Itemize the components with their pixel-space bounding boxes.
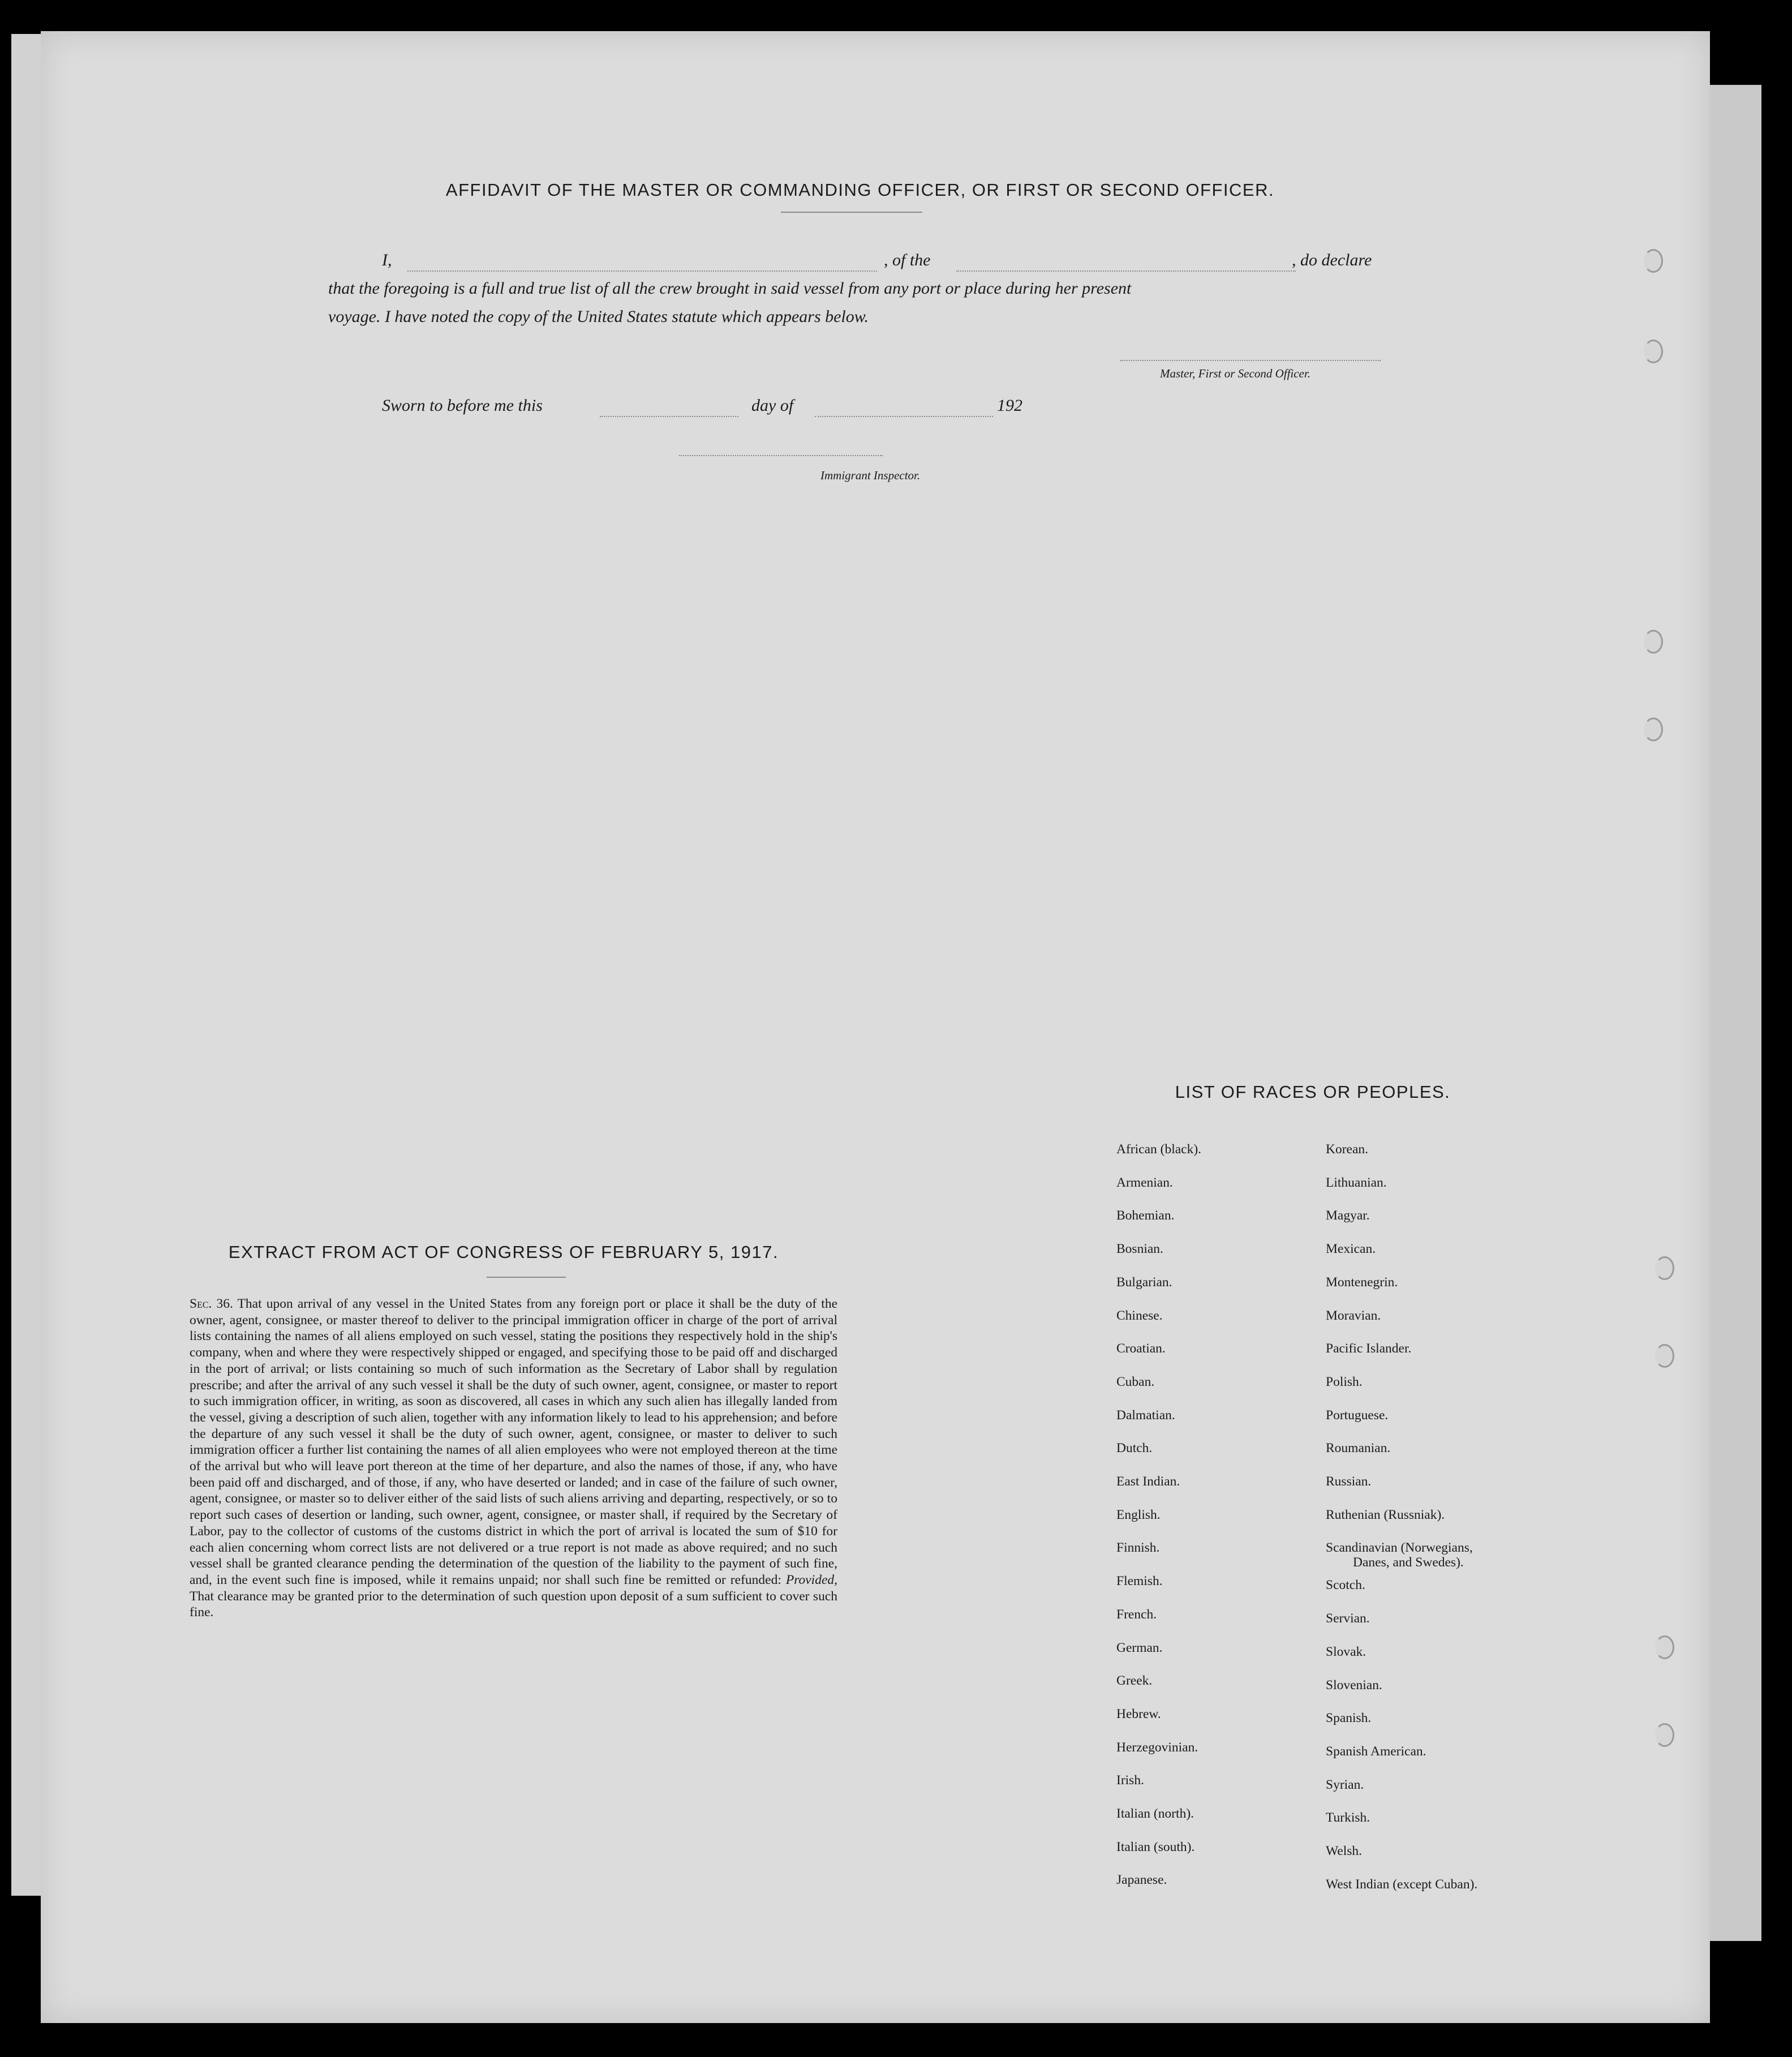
affidavit-line-2: that the foregoing is a full and true list of all the crew brought in said vessel from any port or place during her present xyxy=(328,279,1132,298)
race-item: Italian (north). xyxy=(1116,1806,1194,1821)
section-label: Sec. 36. xyxy=(190,1296,233,1311)
race-item: Scotch. xyxy=(1326,1578,1365,1593)
provided-label: Provided, xyxy=(785,1572,838,1587)
inspector-caption: Immigrant Inspector. xyxy=(820,469,921,482)
month-field-line[interactable] xyxy=(815,416,993,417)
extract-heading: EXTRACT FROM ACT OF CONGRESS OF FEBRUARY 5, 1917. xyxy=(228,1242,779,1262)
race-item: Ruthenian (Russniak). xyxy=(1326,1507,1445,1522)
officer-signature-line[interactable] xyxy=(1120,360,1381,361)
document-page xyxy=(41,31,1710,2023)
of-the-label: , of the xyxy=(884,251,931,269)
binder-hole xyxy=(1644,718,1663,741)
race-item: Spanish. xyxy=(1326,1711,1372,1726)
race-item: Danes, and Swedes). xyxy=(1353,1555,1464,1570)
race-item: Cuban. xyxy=(1116,1374,1155,1389)
sworn-label: Sworn to before me this xyxy=(382,396,543,415)
race-item: Slovenian. xyxy=(1326,1677,1382,1693)
race-item: Magyar. xyxy=(1326,1208,1370,1223)
race-item: Dalmatian. xyxy=(1116,1407,1175,1423)
race-item: Lithuanian. xyxy=(1326,1175,1387,1190)
race-item: Pacific Islander. xyxy=(1326,1341,1412,1356)
year-label: 192 xyxy=(997,396,1022,415)
race-item: African (black). xyxy=(1116,1142,1202,1157)
affidavit-line-3: voyage. I have noted the copy of the United States statute which appears below. xyxy=(328,307,869,326)
race-item: Servian. xyxy=(1326,1611,1370,1626)
race-item: Italian (south). xyxy=(1116,1839,1195,1854)
day-field-line[interactable] xyxy=(600,416,738,417)
race-item: Dutch. xyxy=(1116,1441,1153,1456)
race-item: Portuguese. xyxy=(1326,1407,1389,1423)
race-item: Moravian. xyxy=(1326,1308,1381,1323)
race-item: Polish. xyxy=(1326,1374,1363,1389)
do-declare-label: , do declare xyxy=(1292,251,1372,269)
binder-hole xyxy=(1644,340,1663,363)
race-item: Spanish American. xyxy=(1326,1743,1426,1759)
binder-hole xyxy=(1655,1256,1674,1280)
race-item: Flemish. xyxy=(1116,1574,1163,1589)
race-item: Montenegrin. xyxy=(1326,1274,1398,1290)
race-item: Greek. xyxy=(1116,1673,1153,1689)
binder-hole xyxy=(1655,1344,1674,1368)
race-item: Syrian. xyxy=(1326,1777,1364,1792)
race-item: Irish. xyxy=(1116,1773,1144,1788)
heading-rule xyxy=(781,212,922,213)
vessel-field-line[interactable] xyxy=(956,270,1296,272)
i-label: I, xyxy=(382,251,392,269)
statute-text xyxy=(190,1296,837,1621)
race-item: Chinese. xyxy=(1116,1308,1163,1323)
race-item: Bohemian. xyxy=(1116,1208,1175,1223)
race-item: Russian. xyxy=(1326,1474,1372,1489)
race-item: Slovak. xyxy=(1326,1644,1366,1659)
binder-hole xyxy=(1644,630,1663,654)
race-item: Hebrew. xyxy=(1116,1706,1161,1721)
binder-hole xyxy=(1655,1635,1674,1659)
race-item: Japanese. xyxy=(1116,1873,1167,1888)
inspector-signature-line[interactable] xyxy=(679,455,883,456)
race-item: Bosnian. xyxy=(1116,1242,1163,1257)
race-item: Roumanian. xyxy=(1326,1441,1391,1456)
race-item: Herzegovinian. xyxy=(1116,1740,1198,1755)
race-item: Turkish. xyxy=(1326,1810,1370,1826)
race-item: West Indian (except Cuban). xyxy=(1326,1876,1478,1892)
race-item: German. xyxy=(1116,1640,1163,1655)
name-field-line[interactable] xyxy=(407,270,877,272)
race-item: Armenian. xyxy=(1116,1175,1173,1190)
extract-rule xyxy=(487,1277,566,1278)
day-of-label: day of xyxy=(751,396,794,415)
races-heading: LIST OF RACES OR PEOPLES. xyxy=(1175,1082,1451,1102)
race-item: Croatian. xyxy=(1116,1341,1166,1356)
binder-hole xyxy=(1655,1723,1674,1747)
race-item: English. xyxy=(1116,1507,1161,1522)
race-item: Welsh. xyxy=(1326,1844,1363,1858)
race-item: Scandinavian (Norwegians, xyxy=(1326,1540,1473,1556)
race-item: Korean. xyxy=(1326,1142,1369,1157)
race-item: French. xyxy=(1116,1607,1157,1622)
race-item: East Indian. xyxy=(1116,1474,1180,1489)
race-item: Bulgarian. xyxy=(1116,1274,1172,1290)
race-item: Mexican. xyxy=(1326,1242,1376,1257)
affidavit-heading: AFFIDAVIT OF THE MASTER OR COMMANDING OFFICER, OR FIRST OR SECOND OFFICER. xyxy=(445,180,1275,200)
adjacent-page-strip xyxy=(11,34,41,1896)
binder-hole xyxy=(1644,249,1663,273)
signature-caption: Master, First or Second Officer. xyxy=(1160,367,1310,380)
statute-body-part1: That upon arrival of any vessel in the United States from any foreign port or place it shall be the duty of the owner, agent, consignee, or master thereof to deliver to the principal immigration officer in charge of the port of arrival lists containing the names of all aliens employed on such vessel, stating the positions they respectively hold in the ship's company, when and where they were respectively shipped or engaged, and specifying those to be paid off and discharged in the port of arrival; or lists containing so much of such information as the Secretary of Labor shall by regulation prescribe; and after the arrival of any such vessel it shall be the duty of such owner, agent, consignee, or master to report to such immigration officer, in writing, as soon as discovered, all cases in which any such alien has illegally landed from the vessel, giving a description of such alien, together with any information likely to lead to his apprehension; and before the departure of any such vessel it shall be the duty of such owner, agent, consignee, or master to deliver to such immigration officer a further list containing the names of all alien employees who were not employed thereon at the time of the arrival but who will leave port thereon at the time of her departure, and also the names of those, if any, who have been paid off and discharged, and of those, if any, who have deserted or landed; and in case of the failure of such owner, agent, consignee, or master so to deliver either of the said lists of such aliens arriving and departing, respectively, or so to report such cases of desertion or landing, such owner, agent, consignee, or master shall, if required by the Secretary of Labor, pay to the collector of customs of the customs district in which the port of arrival is located the sum of $10 for each alien concerning whom correct lists are not delivered or a true report is not made as above required; and no such vessel shall be granted clearance pending the determination of the question of the liability to the payment of such fine, and, in the event such fine is imposed, while it remains unpaid; nor shall such fine be remitted or refunded: xyxy=(190,1296,838,1587)
race-item: Finnish. xyxy=(1116,1540,1160,1556)
statute-body-part2: That clearance may be granted prior to the determination of such question upon deposit of a sum sufficient to cover such fine. xyxy=(190,1588,837,1620)
